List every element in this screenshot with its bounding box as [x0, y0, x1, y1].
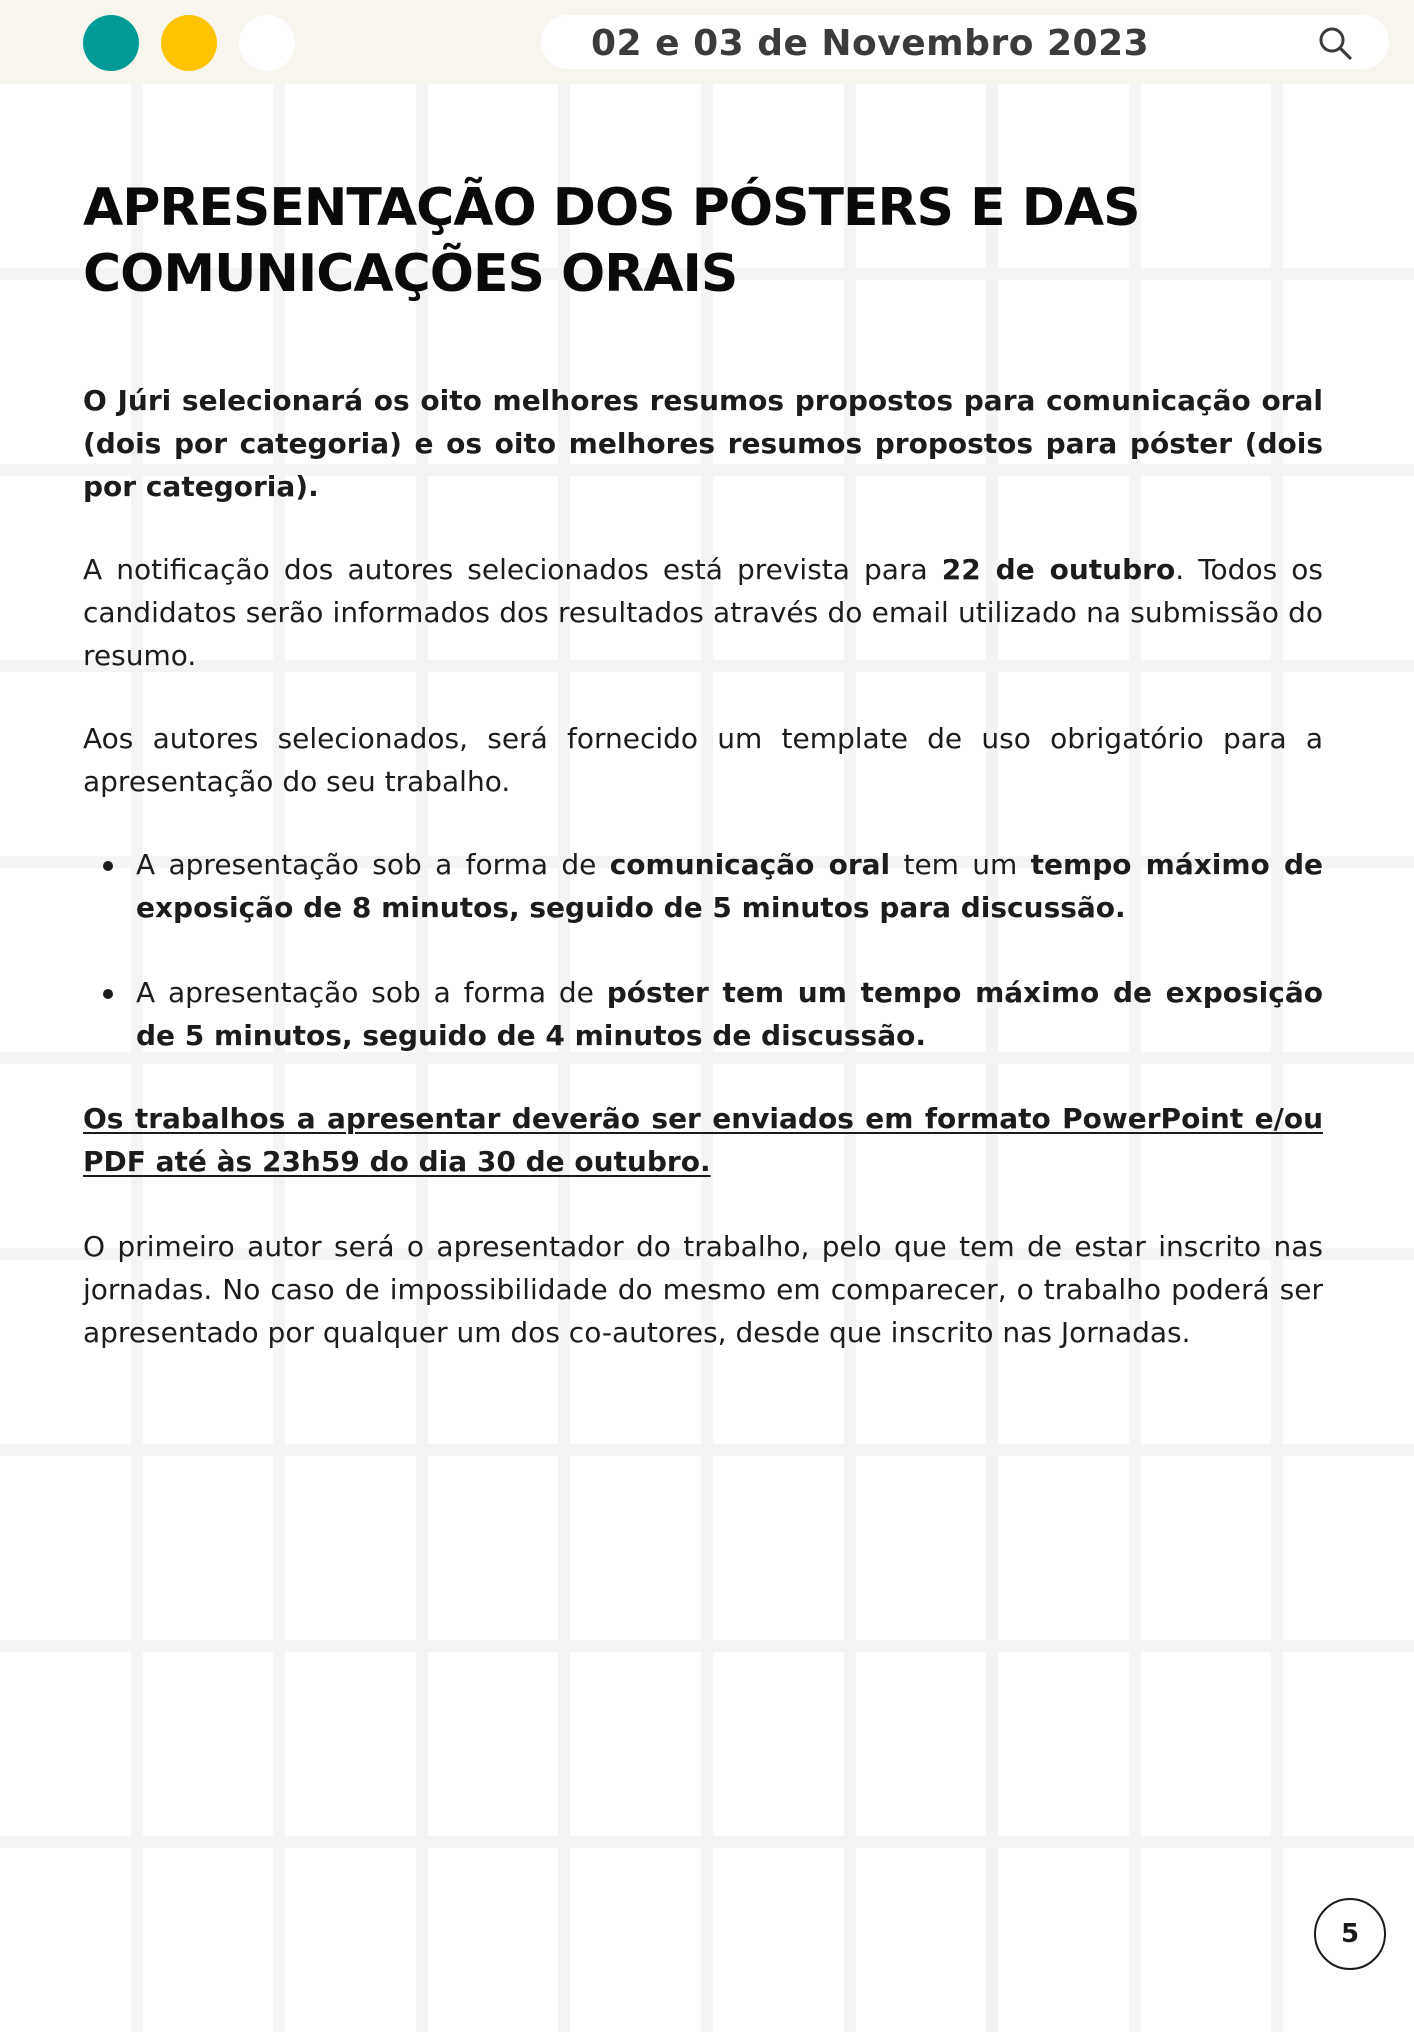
white-dot-icon	[239, 15, 295, 71]
title-line-1: APRESENTAÇÃO DOS PÓSTERS E DAS	[83, 178, 1140, 238]
list-item-text: A apresentação sob a forma de	[136, 976, 607, 1009]
notification-paragraph	[83, 548, 1323, 677]
list-item-text: tem um	[890, 848, 1031, 881]
yellow-dot-icon	[161, 15, 217, 71]
teal-dot-icon	[83, 15, 139, 71]
list-item	[83, 843, 1323, 929]
search-icon[interactable]	[1317, 25, 1353, 61]
main-content	[83, 175, 1323, 1354]
list-item-text: A apresentação sob a forma de	[136, 848, 610, 881]
title-line-2: COMUNICAÇÕES ORAIS	[83, 244, 738, 304]
notification-text-after: . Todos os candidatos serão informados dos resultados através do email utilizado na submissão do resumo.	[83, 553, 1323, 672]
list-item-strong: tempo máximo de exposição de 8 minutos, seguido de 5 minutos para discussão.	[136, 848, 1324, 924]
notification-text-before: A notificação dos autores selecionados está prevista para	[83, 553, 942, 586]
event-date: 02 e 03 de Novembro 2023	[591, 23, 1150, 64]
list-item-strong: póster tem um tempo máximo de exposição de 5 minutos, seguido de 4 minutos de discussão.	[136, 976, 1323, 1052]
presenter-paragraph: O primeiro autor será o apresentador do trabalho, pelo que tem de estar inscrito nas jornadas. No caso de impossibilidade do mesmo em comparecer, o trabalho poderá ser apresentado por qualquer um dos co-autores, desde que inscrito nas Jornadas.	[83, 1230, 1323, 1349]
submission-deadline: Os trabalhos a apresentar deverão ser enviados em formato PowerPoint e/ou PDF até às 23h59 do dia 30 de outubro.	[83, 1102, 1323, 1178]
notification-date: 22 de outubro	[941, 553, 1176, 586]
presentation-rules-list	[83, 843, 1323, 1057]
top-bar	[0, 0, 1414, 84]
bullet-icon	[103, 989, 113, 999]
selection-paragraph: O Júri selecionará os oito melhores resumos propostos para comunicação oral (dois por categoria) e os oito melhores resumos propostos para póster (dois por categoria).	[83, 384, 1323, 503]
template-paragraph: Aos autores selecionados, será fornecido um template de uso obrigatório para a apresentação do seu trabalho.	[83, 722, 1323, 798]
page-title	[83, 175, 1323, 307]
search-bar[interactable]	[541, 15, 1389, 69]
list-item	[83, 971, 1323, 1057]
list-item-strong: comunicação oral	[609, 848, 891, 881]
bullet-icon	[103, 861, 113, 871]
page-number: 5	[1314, 1898, 1386, 1970]
